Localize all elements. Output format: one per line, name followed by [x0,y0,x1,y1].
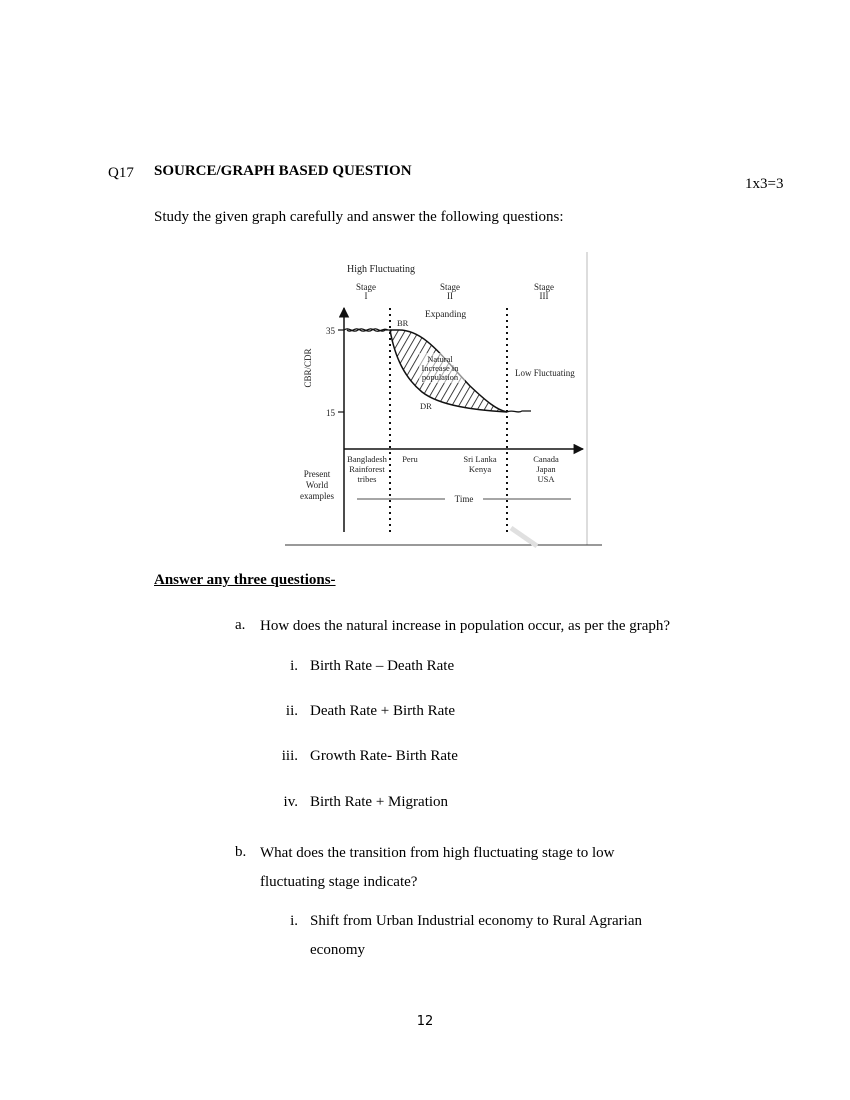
y-axis-label: CBR/CDR [303,348,313,388]
option-b-i-number: i. [290,913,298,929]
stage-3-label: Stage [534,282,554,292]
present-label-line2: World [305,480,329,490]
present-label-line3: examples [300,491,334,501]
option-a-iii-text: Growth Rate- Birth Rate [310,748,458,764]
option-a-iv-text: Birth Rate + Migration [310,794,449,810]
question-a-letter: a. [235,617,246,633]
stage3-line [507,411,531,412]
y-tick-label-15: 15 [326,408,335,418]
option-a-iv-number: iv. [283,794,298,810]
example-stage2-left: Peru [402,454,418,464]
stage-2-numeral: II [447,291,453,301]
option-b-i-text-line2: economy [310,942,365,958]
stage-1-label: Stage [356,282,376,292]
expanding-label: Expanding [425,310,467,320]
question-b-text-line2: fluctuating stage indicate? [260,874,418,890]
present-label-line1: Present [303,469,331,479]
low-fluctuating-label: Low Fluctuating [515,368,575,378]
high-fluctuating-label: High Fluctuating [347,264,416,275]
question-number: Q17 [108,165,134,181]
natural-increase-label [419,353,465,383]
option-a-iii-number: iii. [281,748,298,764]
marks-label: 1x3=3 [745,176,784,192]
option-a-i-number: i. [290,658,298,674]
natural-label-line2: Increase in [421,363,459,373]
option-b-i-text-line1: Shift from Urban Industrial economy to Rural Agrarian [310,913,643,929]
natural-label-line3: population [421,372,459,382]
question-b-letter: b. [235,844,247,860]
y-tick-label-35: 35 [326,326,335,336]
option-a-i-text: Birth Rate – Death Rate [310,658,455,674]
page-number: 12 [416,1014,434,1029]
stage-1-numeral: I [364,291,368,301]
example-stage1-line1: Bangladesh [347,454,387,464]
example-stage3-line3: USA [537,474,555,484]
instruction-text: Study the given graph carefully and answer the following questions: [154,209,564,225]
br-label: BR [397,318,409,328]
dr-label: DR [420,401,432,411]
example-stage2-right-line2: Kenya [468,464,492,474]
answer-heading: Answer any three questions- [154,572,336,588]
question-title: SOURCE/GRAPH BASED QUESTION [154,163,412,179]
demographic-transition-chart [285,250,605,550]
example-stage3-line1: Canada [533,454,559,464]
question-a-text: How does the natural increase in population occur, as per the graph? [260,618,671,634]
example-stage1-line2: Rainforest [349,464,385,474]
option-a-ii-number: ii. [285,703,298,719]
option-a-ii-text: Death Rate + Birth Rate [310,703,456,719]
stage-3-numeral: III [539,291,549,301]
example-stage1-line3: tribes [357,474,377,484]
question-b-text-line1: What does the transition from high fluctuating stage to low [260,845,615,861]
watermark-stroke [511,528,537,546]
natural-label-line1: Natural [427,354,453,364]
example-stage2-right-line1: Sri Lanka [463,454,497,464]
example-stage3-line2: Japan [536,464,556,474]
stage-2-label: Stage [440,282,460,292]
time-label: Time [454,494,474,504]
